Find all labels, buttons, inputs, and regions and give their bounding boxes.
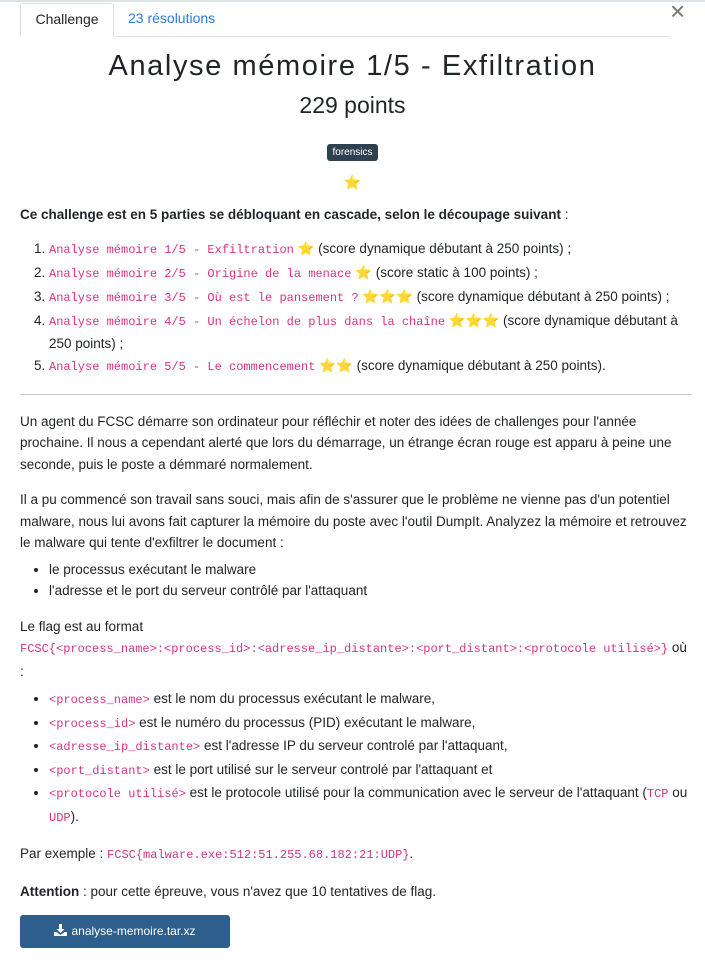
star-icon: ⭐	[297, 240, 315, 256]
list-item: 3. Analyse mémoire 3/5 - Où est le pansement ? ⭐⭐⭐ (score dynamique débutant à 250 points) ;	[49, 286, 692, 310]
download-button[interactable]: analyse-memoire.tar.xz	[20, 915, 230, 948]
example-line: Par exemple : FCSC{malware.exe:512:51.255.68.182:21:UDP}.	[20, 846, 414, 862]
paragraph-context: Un agent du FCSC démarre son ordinateur pour réfléchir et noter des idées de challenges pour l'année prochaine. Il nous a cependant alerté que lors du démarrage, un étrange écran rouge est apparu à peine une seconde, puis le poste a démmaré normalement.	[20, 413, 672, 472]
flag-format-line: Le flag est au format FCSC{<process_name>:<process_id>:<adresse_ip_distante>:<port_distant>:<protocole utilisé>} où :	[20, 618, 687, 679]
star-icon: ⭐⭐⭐	[362, 288, 413, 304]
divider	[20, 394, 692, 395]
list-item: 4. Analyse mémoire 4/5 - Un échelon de plus dans la chaîne ⭐⭐⭐ (score dynamique débutant à 250 points) ;	[49, 310, 692, 355]
challenge-description	[20, 204, 692, 902]
flag-fields-list	[20, 688, 692, 829]
parts-list	[20, 238, 692, 379]
star-icon: ⭐	[355, 264, 373, 280]
list-item: • <process_id> est le numéro du processus (PID) exécutant le malware,	[49, 712, 692, 736]
list-item: • l'adresse et le port du serveur contrôlé par l'attaquant	[49, 580, 692, 602]
list-item: 1. Analyse mémoire 1/5 - Exfiltration ⭐ (score dynamique débutant à 250 points) ;	[49, 238, 692, 262]
difficulty-star-icon: ⭐	[343, 174, 362, 190]
tab-resolutions[interactable]: 23 résolutions	[128, 10, 216, 26]
intro-line: Ce challenge est en 5 parties se débloquant en cascade, selon le découpage suivant :	[20, 207, 569, 222]
tab-bar	[20, 3, 670, 37]
attention-line: Attention : pour cette épreuve, vous n'avez que 10 tentatives de flag.	[20, 883, 437, 899]
challenge-points: 229 points	[299, 92, 406, 118]
objectives-list	[20, 559, 692, 602]
list-item: • <protocole utilisé> est le protocole utilisé pour la communication avec le serveur de l'attaquant (TCP ou UDP).	[49, 782, 692, 829]
list-item: • <port_distant> est le port utilisé sur le serveur controlé par l'attaquant et	[49, 759, 692, 783]
paragraph-mission: Il a pu commencé son travail sans souci, mais afin de s'assurer que le problème ne vienne pas d'un potentiel malware, nous lui avons fait capturer la mémoire du poste avec l'outil DumpIt. Analyzez la mémoire et retrouvez le malware qui tente d'exfiltrer le document :	[20, 492, 687, 550]
list-item: 2. Analyse mémoire 2/5 - Origine de la menace ⭐ (score static à 100 points) ;	[49, 262, 692, 286]
list-item: • <adresse_ip_distante> est l'adresse IP du serveur controlé par l'attaquant,	[49, 735, 692, 759]
list-item: • le processus exécutant le malware	[49, 559, 692, 581]
close-icon[interactable]: ×	[670, 0, 686, 26]
page-title: Analyse mémoire 1/5 - Exfiltration	[108, 50, 597, 82]
star-icon: ⭐⭐⭐	[448, 312, 500, 328]
star-icon: ⭐⭐	[319, 358, 353, 373]
category-badge[interactable]: forensics	[327, 144, 377, 161]
download-icon	[54, 924, 67, 936]
tab-challenge[interactable]: Challenge	[20, 3, 114, 37]
list-item: • <process_name> est le nom du processus exécutant le malware,	[49, 688, 692, 712]
list-item: 5. Analyse mémoire 5/5 - Le commencement ⭐⭐ (score dynamique débutant à 250 points).	[49, 355, 692, 379]
top-border	[0, 0, 705, 2]
